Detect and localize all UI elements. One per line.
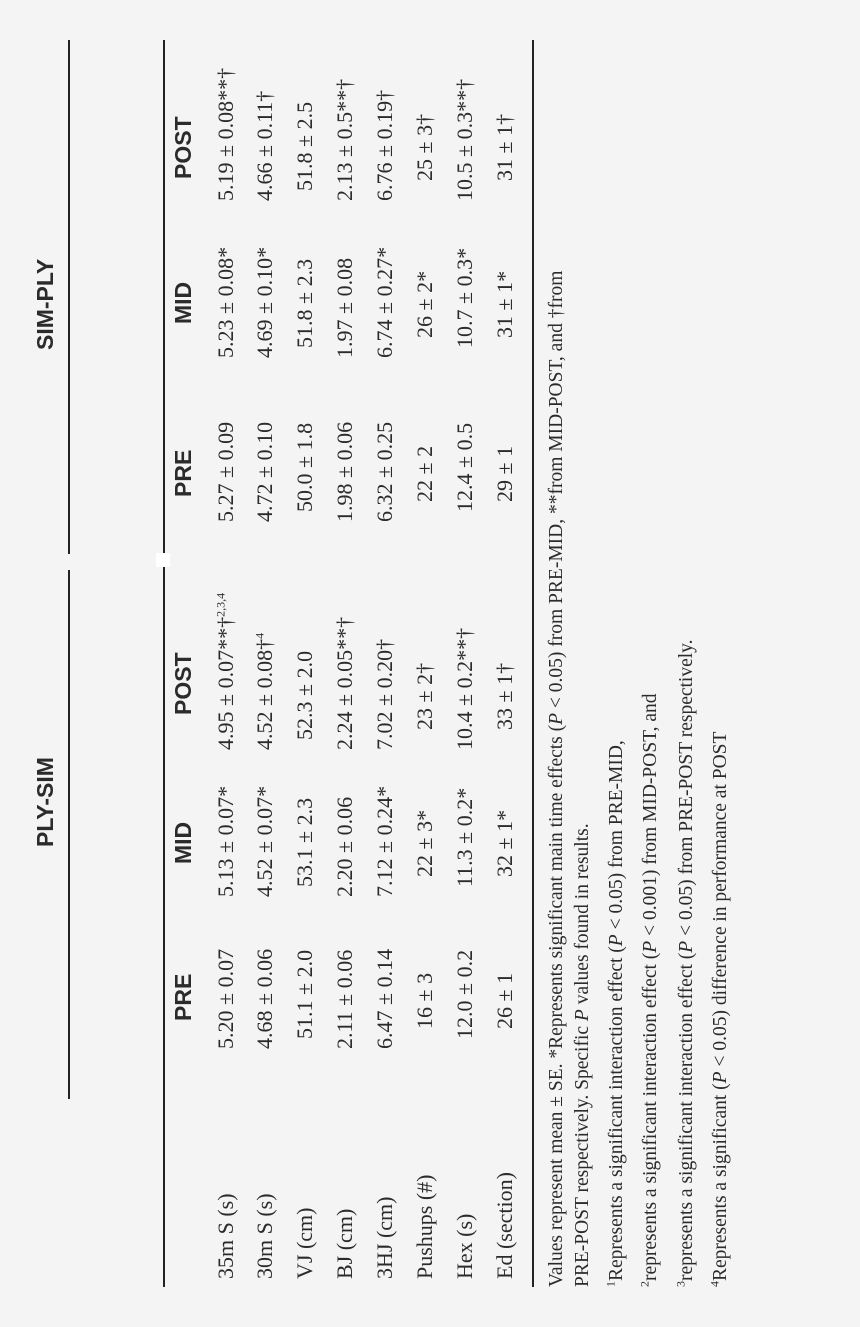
table-cell: 31 ± 1† bbox=[492, 113, 517, 181]
column-header: POST bbox=[170, 116, 196, 179]
table-cell bbox=[292, 651, 318, 740]
table-cell bbox=[213, 593, 239, 750]
footnote-text: < 0.05) from PRE-MID, bbox=[606, 740, 627, 935]
table-cell: 2.13 ± 0.5**† bbox=[332, 78, 357, 201]
footnote-text: Represents a significant ( bbox=[710, 1083, 731, 1281]
table-cell: 7.12 ± 0.24* bbox=[372, 785, 397, 897]
top-rule bbox=[163, 40, 165, 1287]
table-cell: 2.20 ± 0.06 bbox=[332, 796, 357, 897]
scan-artifact bbox=[156, 553, 170, 567]
table-cell bbox=[252, 633, 278, 750]
row-label: BJ (cm) bbox=[332, 1208, 357, 1279]
footnote-line bbox=[673, 639, 698, 1287]
footnote-text: PRE-POST respectively. Specific bbox=[572, 1021, 593, 1287]
row-label: 30m S (s) bbox=[252, 1193, 277, 1279]
table-cell: 5.13 ± 0.07* bbox=[213, 785, 238, 897]
cell-value: 52.3 ± 2.0 bbox=[292, 650, 317, 740]
footnote-italic: P bbox=[676, 940, 697, 953]
table-cell: 6.74 ± 0.27* bbox=[372, 246, 397, 358]
column-header: MID bbox=[170, 821, 196, 864]
footnote-italic: P bbox=[710, 1071, 731, 1084]
table-cell: 10.7 ± 0.3* bbox=[452, 247, 477, 348]
footnote-text: values found in results. bbox=[572, 823, 593, 1010]
footnote-line bbox=[572, 823, 594, 1287]
table-cell: 10.5 ± 0.3**† bbox=[452, 78, 477, 201]
table-cell bbox=[452, 628, 478, 750]
table-cell: 26 ± 1 bbox=[492, 972, 517, 1029]
column-header: PRE bbox=[170, 449, 196, 497]
footnote-italic: P bbox=[572, 1009, 593, 1022]
table-cell: 53.1 ± 2.3 bbox=[292, 797, 317, 887]
cell-value: 7.02 ± 0.20† bbox=[372, 638, 397, 750]
footnote-text: < 0.001) from MID-POST, and bbox=[640, 693, 661, 941]
column-header: MID bbox=[170, 281, 196, 324]
table-cell: 12.0 ± 0.2 bbox=[452, 949, 477, 1039]
table-cell: 4.52 ± 0.07* bbox=[252, 785, 277, 897]
cell-value: 23 ± 2† bbox=[412, 662, 437, 730]
row-label: Ed (section) bbox=[492, 1172, 517, 1279]
cell-value: 4.52 ± 0.08† bbox=[252, 638, 277, 750]
footnote-number: 1 bbox=[603, 1281, 618, 1287]
table-cell: 5.19 ± 0.08**† bbox=[213, 67, 238, 201]
table-cell bbox=[412, 663, 438, 730]
table-cell: 4.72 ± 0.10 bbox=[252, 421, 277, 522]
table-cell: 51.8 ± 2.3 bbox=[292, 258, 317, 348]
table-cell: 25 ± 3† bbox=[412, 113, 437, 181]
row-label: Hex (s) bbox=[452, 1213, 477, 1279]
table-cell bbox=[372, 639, 398, 750]
footnote-text: Values represent mean ± SE. *Represents significant main time effects ( bbox=[546, 724, 567, 1287]
footnote-text: < 0.05) from PRE-MID, **from MID-POST, and †from bbox=[546, 270, 567, 713]
group-rule-sim-ply bbox=[68, 40, 70, 554]
footnote-number: 2 bbox=[637, 1281, 652, 1287]
table-cell: 6.32 ± 0.25 bbox=[372, 421, 397, 522]
cell-value: 33 ± 1† bbox=[492, 662, 517, 730]
footnote-text: represents a significant interaction effect ( bbox=[640, 952, 661, 1281]
table-cell bbox=[492, 663, 518, 730]
table-cell: 26 ± 2* bbox=[412, 270, 437, 338]
footnote-line bbox=[707, 731, 732, 1287]
table-cell: 51.8 ± 2.5 bbox=[292, 101, 317, 191]
table-cell: 5.23 ± 0.08* bbox=[213, 246, 238, 358]
column-header: PRE bbox=[170, 973, 196, 1021]
table-cell: 32 ± 1* bbox=[492, 809, 517, 877]
table-cell: 22 ± 2 bbox=[412, 445, 437, 502]
footnote-italic: P bbox=[640, 940, 661, 953]
table-cell: 51.1 ± 2.0 bbox=[292, 949, 317, 1039]
table-cell bbox=[332, 617, 358, 750]
cell-value: 10.4 ± 0.2**† bbox=[452, 627, 477, 750]
table-cell: 4.68 ± 0.06 bbox=[252, 948, 277, 1049]
footnote-line bbox=[546, 271, 568, 1287]
table-cell: 1.98 ± 0.06 bbox=[332, 421, 357, 522]
table-cell: 5.27 ± 0.09 bbox=[213, 421, 238, 522]
footnote-number: 4 bbox=[707, 1281, 722, 1287]
table-cell: 11.3 ± 0.2* bbox=[452, 787, 477, 887]
table-cell: 29 ± 1 bbox=[492, 445, 517, 502]
column-header: POST bbox=[170, 652, 196, 715]
footnote-text: < 0.05) from PRE-POST respectively. bbox=[676, 639, 697, 941]
footnote-text: < 0.05) difference in performance at POST bbox=[710, 731, 731, 1072]
cell-value: 4.95 ± 0.07**† bbox=[213, 616, 238, 750]
row-label: 3HJ (cm) bbox=[372, 1196, 397, 1279]
table-cell: 31 ± 1* bbox=[492, 270, 517, 338]
row-label: 35m S (s) bbox=[213, 1193, 238, 1279]
table-cell: 50.0 ± 1.8 bbox=[292, 422, 317, 512]
group-rule-ply-sim bbox=[68, 570, 70, 1099]
row-label: Pushups (#) bbox=[412, 1174, 437, 1279]
table-cell: 6.47 ± 0.14 bbox=[372, 948, 397, 1049]
footnote-line bbox=[637, 693, 662, 1287]
superscript-note: 4 bbox=[252, 632, 267, 639]
cell-value: 2.24 ± 0.05**† bbox=[332, 616, 357, 750]
footnote-line bbox=[603, 740, 628, 1287]
group-header-sim-ply: SIM-PLY bbox=[32, 258, 58, 350]
table-cell: 1.97 ± 0.08 bbox=[332, 257, 357, 358]
table-cell: 16 ± 3 bbox=[412, 972, 437, 1029]
table-cell: 2.11 ± 0.06 bbox=[332, 949, 357, 1049]
footnote-text: represents a significant interaction effect ( bbox=[676, 952, 697, 1281]
footnote-text: Represents a significant interaction effect ( bbox=[606, 946, 627, 1281]
row-label: VJ (cm) bbox=[292, 1207, 317, 1279]
table-cell: 5.20 ± 0.07 bbox=[213, 948, 238, 1049]
superscript-note: 2,3,4 bbox=[213, 592, 228, 617]
table-cell: 6.76 ± 0.19† bbox=[372, 89, 397, 201]
footnote-number: 3 bbox=[673, 1281, 688, 1287]
footnote-italic: P bbox=[546, 712, 567, 725]
table-cell: 12.4 ± 0.5 bbox=[452, 422, 477, 512]
table-cell: 22 ± 3* bbox=[412, 809, 437, 877]
table-cell: 4.66 ± 0.11† bbox=[252, 90, 277, 201]
table-cell: 4.69 ± 0.10* bbox=[252, 246, 277, 358]
bottom-rule bbox=[532, 40, 534, 1287]
group-header-ply-sim: PLY-SIM bbox=[32, 757, 58, 847]
footnote-italic: P bbox=[606, 934, 627, 947]
